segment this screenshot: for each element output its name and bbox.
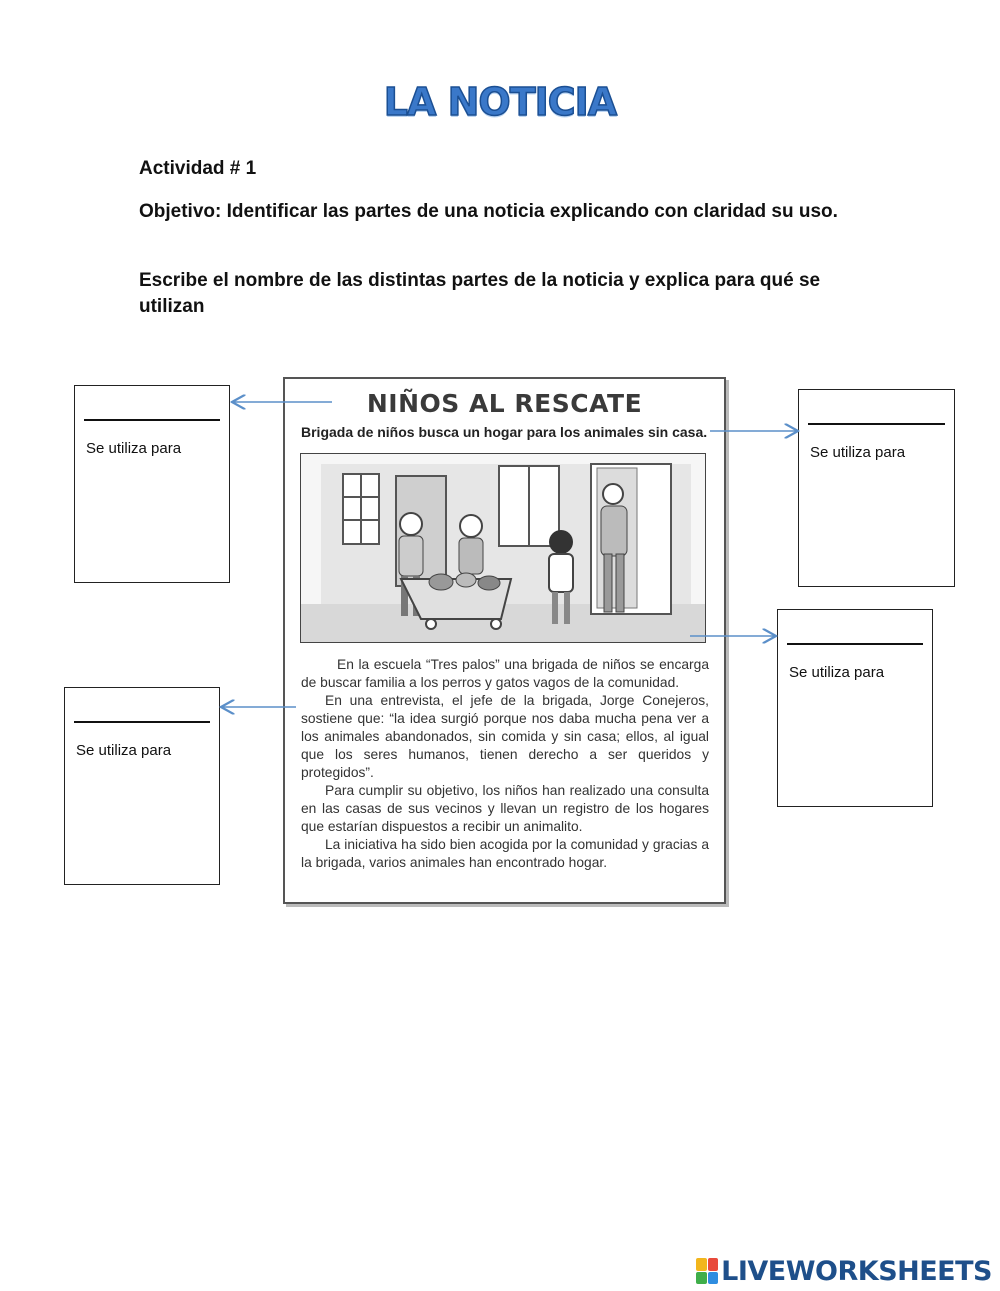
answer-box-label: Se utiliza para [789,664,885,681]
news-paragraph: La iniciativa ha sido bien acogida por la comunidad y gracias a la brigada, varios animales han encontrado hogar. [301,837,709,870]
answer-line[interactable] [808,423,945,425]
liveworksheets-logo[interactable] [696,1254,992,1288]
brand-name: LIVEWORKSHEETS [721,1255,992,1287]
answer-box-body[interactable] [64,687,220,885]
news-paragraph: Para cumplir su objetivo, los niños han realizado una consulta en las casas de sus vecinos y llevan un registro de los hogares que estarían dispuestos a recibir un animalito. [301,783,709,834]
answer-box-image[interactable] [777,609,933,807]
news-illustration [300,453,706,643]
news-paragraph: En la escuela “Tres palos” una brigada de niños se encarga de buscar familia a los perros y gatos vagos de la comunidad. [301,657,709,690]
activity-number: Actividad # 1 [139,158,257,179]
instruction-text: Escribe el nombre de las distintas partes de la noticia y explica para qué se utilizan [139,270,821,317]
answer-box-label: Se utiliza para [810,444,906,461]
news-subheadline: Brigada de niños busca un hogar para los animales sin casa. [301,424,708,440]
news-clipping [283,377,726,904]
answer-box-subheadline[interactable] [798,389,955,587]
news-paragraph: En una entrevista, el jefe de la brigada, Jorge Conejeros, sostiene que: “la idea surgió porque nos daba mucha pena ver a los animales abandonados, sin comida y sin casa; ellos, al igual que los seres humanos, tienen derecho a ser queridos y protegidos”. [301,693,709,780]
children-rescue-illustration [301,454,705,642]
objective-text: Objetivo: Identificar las partes de una noticia explicando con claridad su uso. [139,201,838,222]
answer-box-label: Se utiliza para [86,440,182,457]
answer-line[interactable] [84,419,220,421]
liveworksheets-icon [696,1258,718,1284]
news-headline: NIÑOS AL RESCATE [366,389,643,418]
answer-line[interactable] [74,721,210,723]
news-body [301,656,709,872]
answer-box-label: Se utiliza para [76,742,172,759]
page-title: LA NOTICIA [383,80,617,124]
answer-line[interactable] [787,643,923,645]
answer-box-headline[interactable] [74,385,230,583]
